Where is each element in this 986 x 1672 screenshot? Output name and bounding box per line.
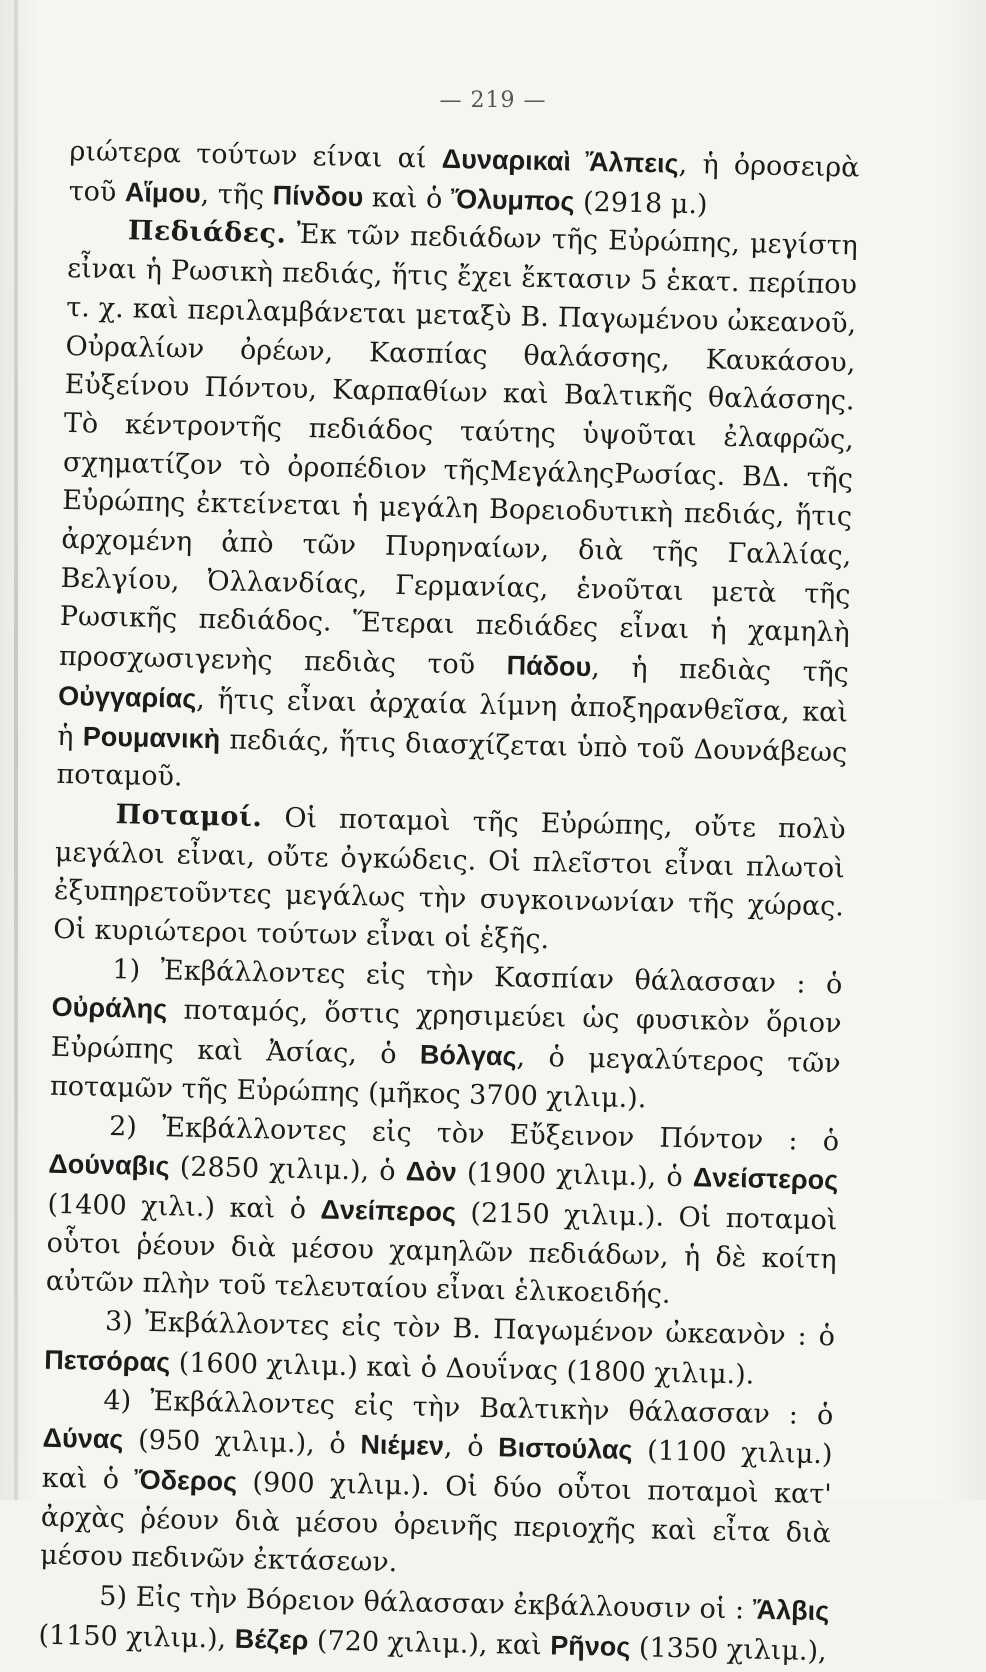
bold-term: Πετσόρας — [43, 1344, 171, 1378]
text-run: (2850 χιλιμ.), ὁ — [169, 1151, 407, 1188]
text-run: 5) Εἰς τὴν Βόρειον θάλασσαν ἐκβάλλουσιν οἱ : — [99, 1580, 754, 1626]
bold-term: Αἵμου — [124, 176, 201, 209]
text-run: (1150 χιλιμ.), — [38, 1619, 236, 1655]
body-text — [38, 132, 860, 1672]
bold-term: Ρουμανικὴ — [82, 720, 221, 754]
bold-term: Δνείπερος — [320, 1194, 457, 1228]
binding-edge — [14, 0, 18, 1500]
section-heading: Πεδιάδες. — [127, 215, 287, 250]
text-run: ποταμός, ὅστις χρησιμεύει ὡς φυσικὸν ὅριον Εὐρώπης καὶ Ἀσίας, ὁ — [50, 994, 842, 1071]
text-run: , ἡ πεδιὰς τῆς — [590, 652, 850, 689]
text-run: (1400 χιλι.) καὶ ὁ — [47, 1188, 321, 1226]
bold-term: Οὐράλης — [51, 992, 168, 1025]
text-run: Ἐκ τῶν πεδιάδων τῆς Εὐρώπης, μεγίστη εἶναι ἡ Ρωσικὴ πεδιάς, ἥτις ἔχει ἔκτασιν 5 ἑκατ. περίπου τ. χ. καὶ περιλαμβάνεται μεταξὺ Β. Παγωμένου ὠκεανοῦ, Οὐραλίων ὀρέων, Κασπίας θαλάσσης, Καυκάσου, Εὐξείνου Πόντου, Καρπαθίων καὶ Βαλτικῆς θαλάσσης. Τὸ κέντροντῆς πεδιάδος ταύτης ὑψοῦται ἐλαφρῶς, σχηματίζον τὸ ὀροπέδιον τῆςΜεγάληςΡωσίας. ΒΔ. τῆς Εὐρώπης ἐκτείνεται ἡ μεγάλη Βορειοδυτικὴ πεδιάς, ἥτις ἀρχομένη ἀπὸ τῶν Πυρηναίων, διὰ τῆς Γαλλίας, Βελγίου, Ὀλλανδίας, Γερμανίας, ἑνοῦται μετὰ τῆς Ρωσικῆς πεδιάδος. Ἕτεραι πεδιάδες εἶναι ἡ χαμηλὴ προσχωσιγενὴς πεδιὰς τοῦ — [58, 218, 859, 682]
text-run: (1600 χιλιμ.) καὶ ὁ Δουΐνας (1800 χιλιμ.). — [169, 1347, 755, 1391]
section-paragraph — [53, 795, 846, 966]
text-run: (1100 χιλιμ.) καὶ ὁ — [41, 1435, 833, 1496]
text-run: , ὁ — [443, 1431, 499, 1464]
text-run: , ἡ ὀροσειρὰ τοῦ — [68, 148, 860, 208]
text-run: 1) Ἐκβάλλοντες εἰς τὴν Κασπίαν θάλασσαν : ὁ — [112, 953, 843, 1001]
bold-term: Βέζερ — [234, 1623, 309, 1656]
list-item-paragraph — [38, 1576, 829, 1672]
text-run: (900 χιλιμ.). Οἱ δύο οὗτοι ποταμοὶ κατ' ἀρχὰς ῥέουν διὰ μέσου ὀρεινῆς περιοχῆς καὶ εἶτα διὰ μέσου πεδινῶν ἐκτάσεων. — [39, 1466, 832, 1579]
text-run: πεδιάς, ἥτις διασχίζεται ὑπὸ τοῦ Δουνάβεως ποταμοῦ. — [56, 723, 848, 793]
bold-term: Ὄδερος — [134, 1464, 238, 1497]
list-item-paragraph — [45, 1106, 839, 1318]
bold-term: Πίνδου — [272, 179, 364, 212]
text-run: (1900 χιλιμ.), ὁ — [456, 1157, 694, 1194]
text-run: , τῆς — [200, 178, 273, 211]
text-run: Οἱ ποταμοὶ τῆς Εὐρώπης, οὔτε πολὺ μεγάλοι εἶναι, οὔτε ὀγκώδεις. Οἱ πλεῖστοι εἶναι πλωτοὶ ἐξυπηρετοῦντες μεγάλως τὴν συγκοινωνίαν τῆς χώρας. Οἱ κυριώτεροι τούτων εἶναι οἱ ἑξῆς. — [52, 802, 846, 956]
text-run: , ὁ μεγαλύτερος τῶν ποταμῶν τῆς Εὐρώπης (μῆκος 3700 χιλιμ.). — [49, 1041, 841, 1115]
list-item-paragraph — [40, 1380, 834, 1592]
text-run: (1350 χιλιμ.), — [630, 1631, 827, 1667]
text-run: (2918 μ.) — [574, 186, 708, 221]
text-run: (950 χιλιμ.), ὁ — [123, 1424, 361, 1461]
text-run: καὶ ὁ — [362, 181, 452, 215]
bold-term: Δὸν — [405, 1156, 458, 1188]
bold-term: Βιστούλας — [497, 1432, 633, 1466]
text-run: 3) Ἐκβάλλοντες εἰς τὸν Β. Παγωμένον ὠκεανὸν : ὁ — [104, 1306, 836, 1353]
bold-term: Ὄλυμπος — [450, 183, 575, 217]
bold-term: Δούναβις — [48, 1149, 170, 1182]
text-run: (720 χιλιμ.), καὶ — [308, 1625, 551, 1662]
bold-term: Δύνας — [42, 1422, 124, 1455]
bold-term: Νιέμεν — [360, 1429, 445, 1462]
bold-term: Δνείστερος — [692, 1162, 839, 1196]
page-number: — 219 — — [439, 88, 547, 113]
text-run: 2) Ἐκβάλλοντες εἰς τὸν Εὔξεινον Πόντον : ὁ — [108, 1110, 840, 1157]
text-run: (2150 χιλιμ.). Οἱ ποταμοὶ οὗτοι ῥέουν διὰ μέσου χαμηλῶν πεδιάδων, ἡ δὲ κοίτη αὐτῶν πλὴν τοῦ τελευταίου εἶναι ἑλικοειδής. — [45, 1197, 838, 1311]
bold-term: Ρῆνος — [550, 1630, 631, 1662]
text-run: ριώτερα τούτων είναι αί — [69, 135, 443, 175]
section-paragraph — [56, 211, 858, 811]
bold-term: Βόλγας — [419, 1039, 517, 1072]
bold-term: Δυναρικαὶ Ἄλπεις — [441, 143, 679, 179]
text-run: , ἥτις εἶναι ἀρχαία λίμνη ἀποξηρανθεῖσα, καὶ ἡ — [57, 683, 849, 752]
bold-term: Ἄλβις — [752, 1594, 830, 1627]
list-item-paragraph — [50, 950, 843, 1123]
bold-term: Πάδου — [506, 650, 592, 683]
section-heading: Ποταμοί. — [115, 799, 263, 834]
bold-term: Οὐγγαρίας — [57, 680, 197, 714]
text-run: 4) Ἐκβάλλοντες εἰς τὴν Βαλτικὴν θάλασσαν : ὁ — [103, 1384, 834, 1431]
